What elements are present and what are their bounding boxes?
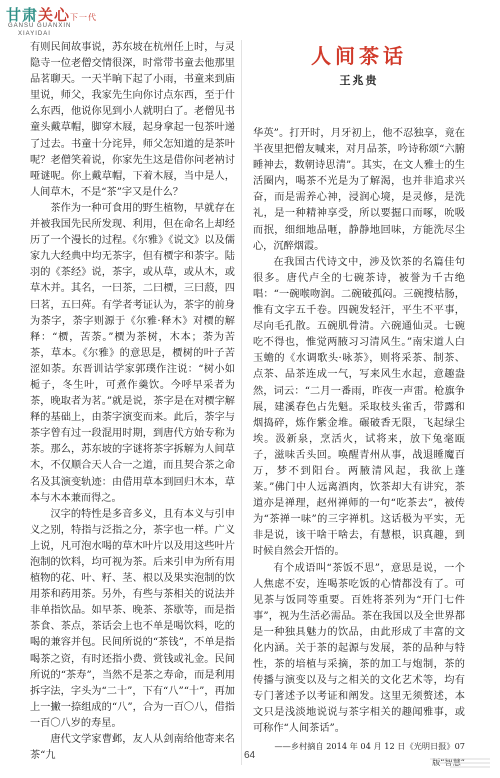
article-paragraph: 茶作为一种可食用的野生植物，早就存在并被我国先民所发现、利用，但在命名上却经历了一个漫长的过程。《尔雅》《说文》以及儒家九大经典中均无茶字，但有槚字和荼字。陆羽的《茶经》说，茶字，或从草，或从木，或草木并。其名，一曰茶，二曰槚，三曰蔎，四曰茗，五曰荈。有学者考证认为，茶字的前身为荼字，荼字则源于《尔雅·释木》对槚的解释：“槚，苦荼。”槚为茶树，木本；荼为苦茶，草本。《尔雅》的意思是，槚树的叶子苦涩如荼。东晋训诂学家郭璞作注说：“树小如栀子，冬生叶，可煮作羹饮。今呼早采者为茶，晚取者为茗。”就是说，茶字是在对槚字解释的基础上，由荼字演变而来。此后，荼字与茶字曾有过一段混用时期，到唐代方始专称为茶。那么，苏东坡的字谜将茶字拆解为人间草木，不仅顺合天人合一之道，而且契合茶之命名及其演变轨迹：由借用草本到回归木本，草本与木本兼而得之。 bbox=[30, 202, 235, 504]
logo-subtitle-2: XIAYIDAI bbox=[18, 31, 51, 37]
article-paragraph: 有则民间故事说，苏东坡在杭州任上时，与灵隐寺一位老僧交情很深，时常带书童去他那里品茗聊天。一天半晌下起了小雨，书童来到庙里说，师父，我家先生向你讨点东西，至于什么东西，他说你见到小人就明白了。老僧见书童头戴草帽，脚穿木屐，起身拿起一包茶叶递了过去。书童十分诧异，师父怎知道的是茶叶呢？老僧笑着说，你家先生这是借你问老衲讨哑谜呢。你上戴草帽，下着木屐，当中是人，人间草木，不是“茶”字又是什么？ bbox=[30, 42, 235, 198]
logo-subtitle-1: GANSU GUANXIN bbox=[8, 23, 72, 29]
column-divider bbox=[241, 40, 242, 765]
article-title: 人间茶话 bbox=[311, 44, 407, 68]
article-paragraph: 汉字的特性是多音多义，且有本义与引申义之别，特指与泛指之分，茶字也一样。广义上说，凡可泡水喝的草木叶片以及用这些叶片泡制的饮料，均可视为茶。后来引申为所有用植物的花、叶、籽、茎、根以及果实泡制的饮用茶和药用茶。另外，有些与茶相关的说法并非单指饮品。如早茶、晚茶、茶歇等，而是指茶食、茶点，茶话会上也不单是喝饮料，吃的喝的兼容并包。民间所说的“茶钱”，不单是指喝茶之资，有时还指小费、赏钱或礼金。民间所说的“茶寿”，当然不是茶之寿命，而是利用拆字法，字头为“二十”，下有“八”“十”，再加上一撇一捺组成的“八”，合为一百〇八，借指一百〇八岁的寿星。 bbox=[30, 508, 235, 729]
article-right-column bbox=[253, 126, 465, 770]
page-number: 64 bbox=[244, 750, 256, 761]
article-author: 王兆贵 bbox=[339, 74, 379, 87]
article-paragraph: 华英”。打开时，月牙初上，他不忍独享，竟在半夜里把僧友喊来，对月品茶，吟诗称颂“六腑睡神去，数朝诗思清”。其实，在文人雅士的生活圈内，喝茶不光是为了解渴，也并非追求兴奋，而是需养心神，浸润心境，是灵修，是洗礼，是一种精神享受，所以要掘口而啄，吮吸而抿，细细地品咂，静静地回味，方能洗尽尘心，沉醉烟霞。 bbox=[253, 128, 465, 252]
article-paragraph: 有个成语叫“茶饭不思”，意思是说，一个人焦虑不安，连喝茶吃饭的心情都没有了。可见茶与饭同等重要。百姓将茶列为“开门七件事”，视为生活必需品。茶在我国以及全世界都是一种独具魅力的饮品，由此形成了丰富的文化内涵。关于茶的起源与发展，茶的品种与特性，茶的培植与采摘，茶的加工与炮制，茶的传播与演变以及与之相关的文化艺术等，均有专门著述予以考证和阐发。这里无须赘述，本文只是浅淡地说说与茶字相关的趣闻雅事，或可称作“人间茶话”。 bbox=[253, 562, 465, 735]
decorative-corner-lines bbox=[430, 756, 490, 770]
article-left-column bbox=[30, 40, 235, 764]
logo-title: 甘肃关心下一代 bbox=[6, 6, 98, 24]
article-paragraph: 在我国古代诗文中，涉及饮茶的名篇佳句很多。唐代卢全的七碗茶诗，被誉为千古绝唱：“一碗喉吻润。二碗破孤闷。三碗搜枯肠，惟有文字五千卷。四碗发轻汗，平生不平事，尽向毛孔散。五碗肌骨清。六碗通仙灵。七碗吃不得也，惟觉两腋习习清风生。”南宋道人白玉蟾的《水调歌头·咏茶》，则将采茶、制茶、点茶、品茶连成一气，写来风生水起，意趣盎然，词云：“二月一番雨，昨夜一声雷。枪旗争展，建溪春色占先魁。采取枝头雀舌，带露和烟捣碎，炼作紫金堆。碾破香无限，飞起绿尘埃。汲新泉，烹活火，试将来，放下兔毫瓯子，滋味舌头回。唤醒青州从事，战退睡魔百万，梦不到阳台。两腋清风起，我欲上蓬莱。”佛门中人远离酒肉，饮茶却大有讲究，茶道亦是禅理，赵州禅师的一句“吃茶去”，被传为“茶禅一味”的三字禅机。这话极为平实，无非是说，该干啥干啥去，有慧根，识真趣，到时候自然会开悟的。 bbox=[253, 256, 465, 558]
article-source: ——乡村摘自 2014 年 04 月 12 日《光明日报》07 版“智慧” bbox=[274, 740, 465, 767]
article-paragraph: 唐代文学家曹邺，友人从剑南给他寄来名茶“九 bbox=[30, 734, 235, 762]
magazine-logo bbox=[6, 4, 126, 44]
